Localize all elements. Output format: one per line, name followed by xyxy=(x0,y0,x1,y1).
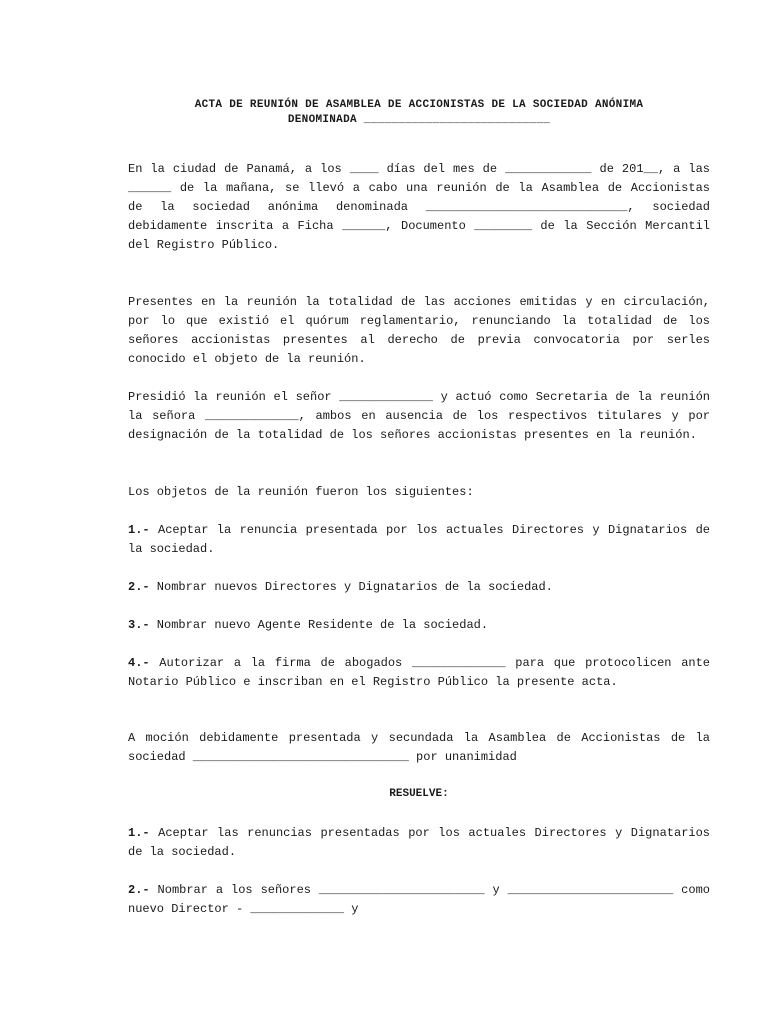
object-text-4: Autorizar a la firma de abogados _____________ para que protocolicen ante Notario Público e inscriban en el Registro Público la presente acta. xyxy=(128,656,710,689)
object-item-2 xyxy=(128,578,710,597)
object-item-4 xyxy=(128,654,710,692)
paragraph-motion: A moción debidamente presentada y secundada la Asamblea de Accionistas de la sociedad ______________________________ por unanimidad xyxy=(128,731,710,764)
object-number-3: 3.- xyxy=(128,618,150,632)
object-text-3: Nombrar nuevo Agente Residente de la sociedad. xyxy=(149,618,489,632)
paragraph-objects-intro: Los objetos de la reunión fueron los siguientes: xyxy=(128,485,474,499)
object-number-1: 1.- xyxy=(128,523,150,537)
resolution-number-2: 2.- xyxy=(128,883,150,897)
resolution-item-1 xyxy=(128,824,710,862)
object-item-3 xyxy=(128,616,710,635)
object-item-1 xyxy=(128,521,710,559)
document-title xyxy=(128,98,710,128)
paragraph-presidency: Presidió la reunión el señor _____________ y actuó como Secretaria de la reunión la señora _____________, ambos en ausencia de los respectivos titulares y por designación de la totalidad de los señores accionistas presentes en la reunión. xyxy=(128,390,710,442)
title-line-2: DENOMINADA ___________________________ xyxy=(287,114,551,126)
paragraph-meeting-details: En la ciudad de Panamá, a los ____ días del mes de ____________ de 201__, a las ______ de la mañana, se llevó a cabo una reunión de la Asamblea de Accionistas de la sociedad anónima denominada ____________________________, sociedad debidamente inscrita a Ficha ______, Documento ________ de la Sección Mercantil del Registro Público. xyxy=(128,162,710,252)
object-text-1: Aceptar la renuncia presentada por los actuales Directores y Dignatarios de la sociedad. xyxy=(128,523,710,556)
object-text-2: Nombrar nuevos Directores y Dignatarios de la sociedad. xyxy=(149,580,553,594)
object-number-4: 4.- xyxy=(128,656,150,670)
paragraph-quorum: Presentes en la reunión la totalidad de las acciones emitidas y en circulación, por lo que existió el quórum reglamentario, renunciando la totalidad de los señores accionistas presentes al derecho de previa convocatoria por serles conocido el objeto de la reunión. xyxy=(128,295,710,366)
resolution-text-2: Nombrar a los señores _______________________ y _______________________ como nuevo Director - _____________ y xyxy=(128,883,710,916)
resolution-text-1: Aceptar las renuncias presentadas por los actuales Directores y Dignatarios de la sociedad. xyxy=(128,826,710,859)
object-number-2: 2.- xyxy=(128,580,150,594)
resuelve-heading: RESUELVE: xyxy=(389,788,449,800)
resolution-number-1: 1.- xyxy=(128,826,150,840)
resolution-item-2 xyxy=(128,881,710,919)
title-line-1: ACTA DE REUNIÓN DE ASAMBLEA DE ACCIONISTAS DE LA SOCIEDAD ANÓNIMA xyxy=(194,99,644,111)
